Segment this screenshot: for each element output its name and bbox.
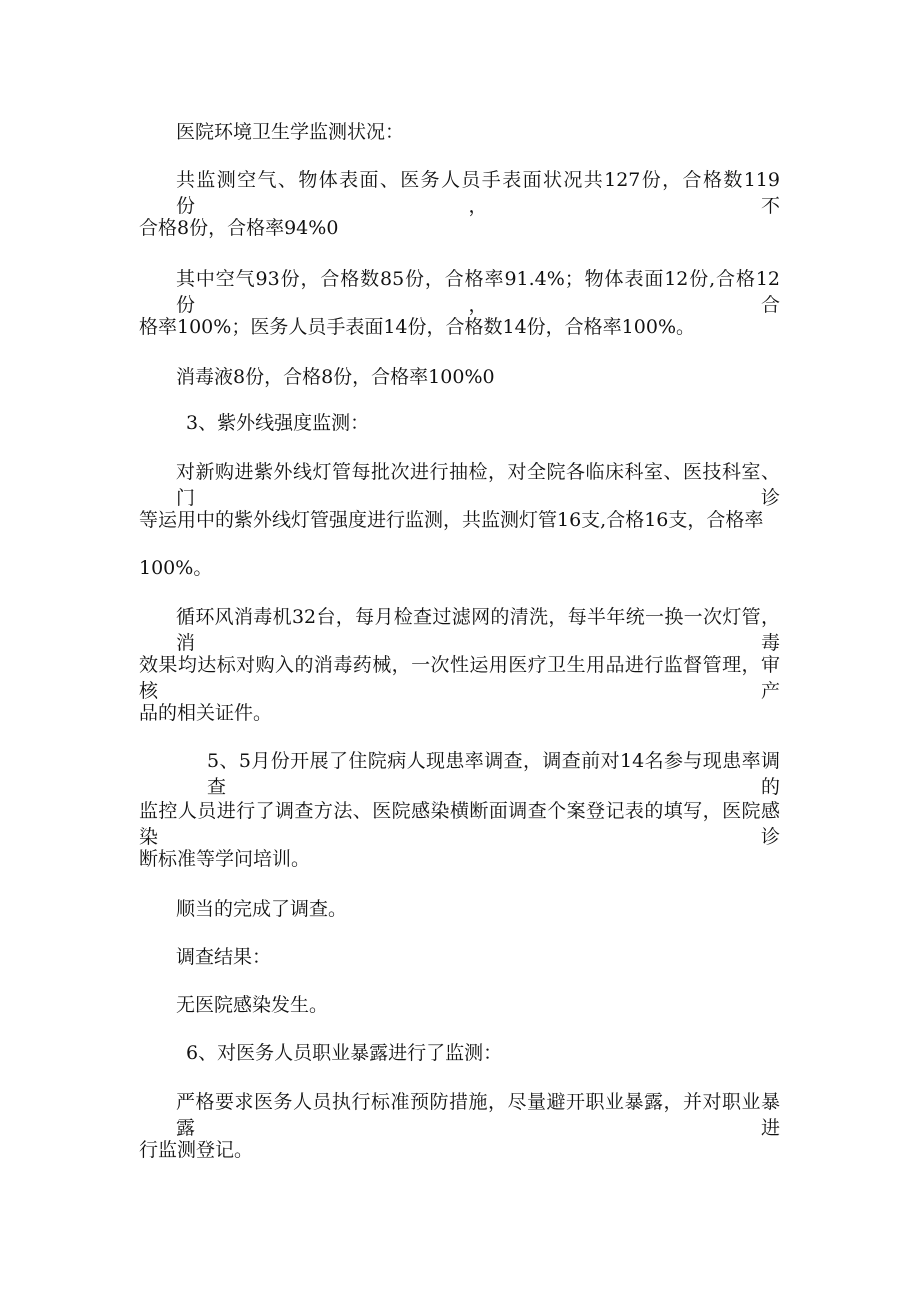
paragraph-line: 合格8份，合格率94%0 [139, 217, 339, 239]
section-heading-environment: 医院环境卫生学监测状况： [176, 121, 405, 143]
paragraph-line: 等运用中的紫外线灯管强度进行监测，共监测灯管16支,合格16支，合格率 [139, 509, 764, 531]
paragraph-line: 调查结果： [176, 946, 272, 968]
paragraph-line: 其中空气93份，合格数85份，合格率91.4%；物体表面12份,合格12份，合 [176, 268, 780, 316]
paragraph-line: 共监测空气、物体表面、医务人员手表面状况共127份，合格数119份，不 [176, 169, 780, 217]
paragraph-line: 消毒液8份，合格8份，合格率100%0 [176, 366, 495, 388]
paragraph-line: 品的相关证件。 [139, 702, 273, 724]
paragraph-line: 行监测登记。 [139, 1139, 254, 1161]
paragraph-line: 100%。 [139, 557, 213, 579]
section-heading-survey: 5、5月份开展了住院病人现患率调查，调查前对14名参与现患率调查的 [207, 750, 780, 798]
paragraph-line: 格率100%；医务人员手表面14份，合格数14份，合格率100%。 [139, 316, 695, 338]
paragraph-line: 监控人员进行了调查方法、医院感染横断面调查个案登记表的填写，医院感染诊 [139, 800, 780, 848]
paragraph-line: 对新购进紫外线灯管每批次进行抽检，对全院各临床科室、医技科室、门诊 [176, 461, 780, 509]
paragraph-line: 效果均达标对购入的消毒药械，一次性运用医疗卫生用品进行监督管理，审核产 [139, 654, 780, 702]
paragraph-line: 断标准等学问培训。 [139, 848, 311, 870]
paragraph-line: 严格要求医务人员执行标准预防措施，尽量避开职业暴露，并对职业暴露进 [176, 1091, 780, 1139]
paragraph-line: 顺当的完成了调查。 [176, 898, 348, 920]
paragraph-line: 循环风消毒机32台，每月检查过滤网的清洗，每半年统一换一次灯管，消毒 [176, 606, 780, 654]
section-heading-uv: 3、紫外线强度监测： [186, 412, 370, 434]
section-heading-exposure: 6、对医务人员职业暴露进行了监测： [186, 1042, 503, 1064]
paragraph-line: 无医院感染发生。 [176, 994, 329, 1016]
